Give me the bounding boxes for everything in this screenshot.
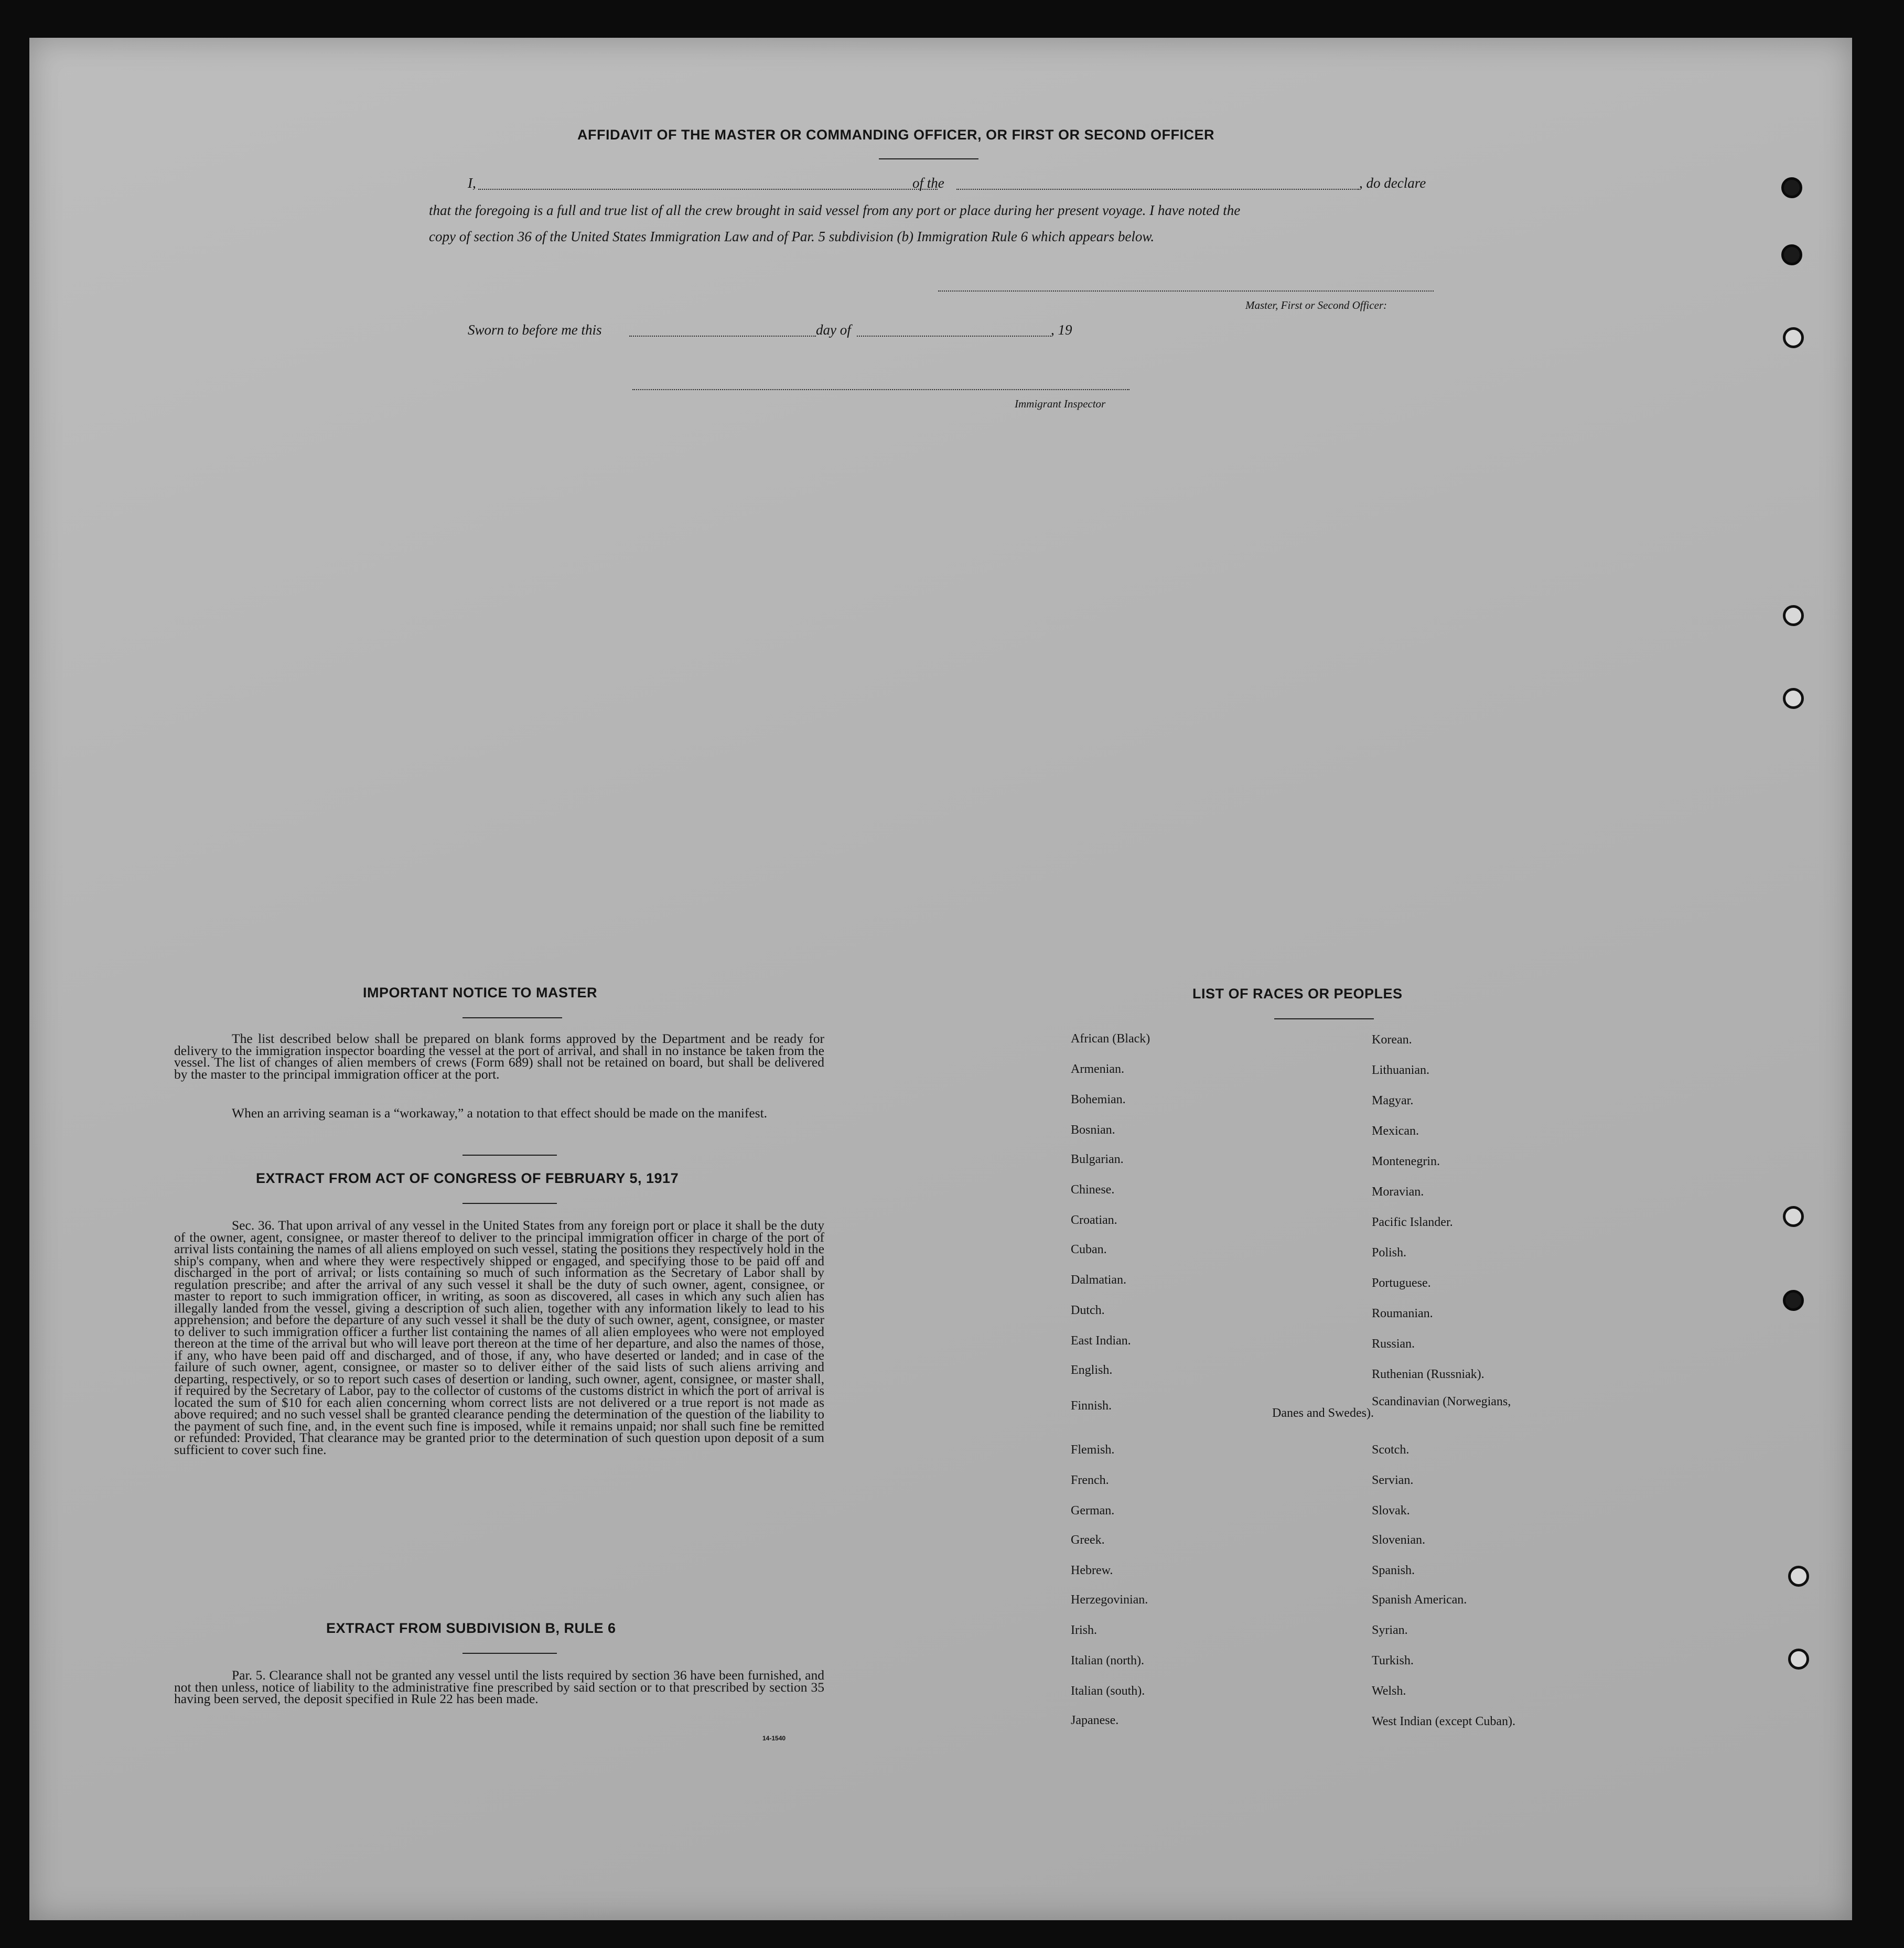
race-list-item: Welsh. [1372, 1684, 1406, 1698]
race-list-item: Italian (south). [1071, 1684, 1145, 1698]
race-list-item: German. [1071, 1504, 1115, 1517]
races-title: LIST OF RACES OR PEOPLES [1192, 986, 1403, 1002]
document-sheet [29, 38, 1852, 1920]
punch-hole [1783, 605, 1804, 626]
sworn-month-blank[interactable] [857, 336, 1051, 337]
race-list-item: Ruthenian (Russniak). [1372, 1368, 1485, 1381]
race-list-item: Moravian. [1372, 1185, 1424, 1199]
race-list-item: Croatian. [1071, 1213, 1117, 1227]
race-list-item: Pacific Islander. [1372, 1215, 1453, 1229]
race-list-item: Bosnian. [1071, 1123, 1115, 1137]
race-list-item: Slovak. [1372, 1504, 1410, 1517]
race-list-item: Turkish. [1372, 1654, 1414, 1667]
master-signature-label: Master, First or Second Officer: [1245, 299, 1387, 311]
race-list-item: Magyar. [1372, 1094, 1414, 1107]
rule-title-rule [462, 1653, 557, 1654]
race-list-item: Armenian. [1071, 1062, 1124, 1076]
punch-hole [1781, 177, 1802, 198]
race-list-item: West Indian (except Cuban). [1372, 1715, 1515, 1728]
race-list-item: Japanese. [1071, 1714, 1119, 1727]
inspector-signature-line[interactable] [632, 389, 1130, 390]
race-list-item: Irish. [1071, 1623, 1097, 1637]
race-list-item: Polish. [1372, 1246, 1407, 1260]
race-list-item: Greek. [1071, 1533, 1105, 1547]
race-list-item: Bulgarian. [1071, 1153, 1124, 1166]
act-top-rule [462, 1155, 557, 1156]
race-list-item: Korean. [1372, 1033, 1412, 1047]
affidavit-title-rule [879, 158, 978, 159]
race-list-item: Lithuanian. [1372, 1063, 1429, 1077]
races-title-rule [1274, 1018, 1374, 1019]
race-list-item: Scotch. [1372, 1443, 1410, 1457]
punch-hole [1783, 1206, 1804, 1227]
punch-hole [1783, 1290, 1804, 1311]
notice-title: IMPORTANT NOTICE TO MASTER [363, 985, 597, 1000]
punch-hole [1788, 1649, 1809, 1670]
race-list-item: Portuguese. [1372, 1276, 1431, 1290]
race-list-item: Italian (north). [1071, 1654, 1144, 1667]
rule-text: Par. 5. Clearance shall not be granted any vessel until the lists required by section 36 have been furnished, and not then unless, notice of liability to the administrative fine prescribed by said section or to that prescribed by section 35 having been served, the deposit specified in Rule 22 has been made. [174, 1667, 824, 1706]
race-list-item: Slovenian. [1372, 1533, 1425, 1547]
affidavit-line1-i: I, [468, 175, 476, 191]
race-list-item: Cuban. [1071, 1243, 1107, 1256]
affidavit-title: AFFIDAVIT OF THE MASTER OR COMMANDING OFFICER, OR FIRST OR SECOND OFFICER [577, 127, 1214, 143]
race-list-item: Finnish. [1071, 1399, 1112, 1413]
sworn-day-blank[interactable] [629, 336, 816, 337]
race-list-item: Bohemian. [1071, 1093, 1126, 1106]
master-name-blank[interactable] [478, 189, 938, 190]
form-number: 14-1540 [762, 1735, 786, 1742]
inspector-label: Immigrant Inspector [1015, 397, 1106, 410]
notice-para2: When an arriving seaman is a “workaway,” a notation to that effect should be made on the manifest. [232, 1105, 768, 1121]
race-list-item: Chinese. [1071, 1183, 1115, 1197]
notice-para1: The list described below shall be prepared on blank forms approved by the Department and be ready for delivery to the immigration inspector boarding the vessel at the port of arrival, and shall in no instance be taken from the vessel. The list of changes of alien members of crews (Form 689) shall not be retained on board, but shall be delivered by the master to the principal immigration officer at the port. [174, 1031, 824, 1082]
race-list-item: Servian. [1372, 1473, 1414, 1487]
notice-title-rule [462, 1017, 562, 1018]
race-list-item: Russian. [1372, 1337, 1415, 1351]
race-list-item: Montenegrin. [1372, 1155, 1440, 1168]
race-scandinavian-line2: Danes and Swedes). [1272, 1406, 1374, 1420]
race-list-item: African (Black) [1071, 1032, 1150, 1046]
affidavit-line1-declare: , do declare [1359, 175, 1426, 191]
race-list-item: Scandinavian (Norwegians, [1372, 1395, 1511, 1408]
race-list-item: Mexican. [1372, 1124, 1419, 1138]
race-list-item: Flemish. [1071, 1443, 1115, 1457]
punch-hole [1783, 327, 1804, 348]
race-list-item: Spanish American. [1372, 1593, 1467, 1607]
race-list-item: East Indian. [1071, 1334, 1131, 1348]
punch-hole [1781, 244, 1802, 265]
act-title: EXTRACT FROM ACT OF CONGRESS OF FEBRUARY 5, 1917 [256, 1170, 679, 1186]
master-signature-line[interactable] [938, 290, 1434, 292]
act-text: Sec. 36. That upon arrival of any vessel in the United States from any foreign port or place it shall be the duty of the owner, agent, consignee, or master thereof to deliver to the principal immigration officer in charge of the port of arrival lists containing the names of all aliens employed on such vessel, stating the positions they respectively hold in the ship's company, when and where they were respectively shipped or engaged, and specifying those to be paid off and discharged in the port of arrival; or lists containing so much of such information as the Secretary of Labor shall by regulation prescribe; and after the arrival of any such vessel it shall be the duty of such owner, agent, consignee, or master to report to such immigration officer, in writing, as soon as discovered, all cases in which any such alien has illegally landed from the vessel, giving a description of such alien, together with any information likely to lead to his apprehension; and before the departure of any such vessel it shall be the duty of such owner, agent, consignee, or master to deliver to such immigration officer a further list containing the names of all alien employees who were not employed thereon at the time of the arrival but who will leave port thereon at the time of her departure, and also the names of those, if any, who have been paid off and discharged, and of those, if any, who have deserted or landed; and in case of the failure of such owner, agent, consignee, or master so to deliver either of the said lists of such aliens arriving and departing, respectively, or so to report such cases of desertion or landing, such owner, agent, consignee, or master shall, if required by the Secretary of Labor, pay to the collector of customs of the customs district in which the port of arrival is located the sum of $10 for each alien concerning whom correct lists are not delivered or a true report is not made as above required; and no such vessel shall be granted clearance pending the determination of the question of the liability to the payment of such fine, and, in the event such fine is imposed, while it remains unpaid; nor shall such fine be remitted or refunded: Provided, That clearance may be granted prior to the determination of such question upon deposit of a sum sufficient to cover such fine. [174, 1218, 824, 1457]
race-list-item: Dalmatian. [1071, 1273, 1126, 1287]
race-list-item: Herzegovinian. [1071, 1593, 1148, 1607]
punch-hole [1783, 688, 1804, 709]
sworn-label: Sworn to before me this [468, 322, 602, 338]
rule-title: EXTRACT FROM SUBDIVISION B, RULE 6 [326, 1620, 616, 1636]
act-title-rule [462, 1203, 557, 1204]
affidavit-line1-of-the: of the [912, 175, 944, 191]
affidavit-line3: copy of section 36 of the United States Immigration Law and of Par. 5 subdivision (b) Immigration Rule 6 which appears below. [429, 229, 1155, 244]
race-list-item: Roumanian. [1372, 1307, 1433, 1320]
race-list-item: Syrian. [1372, 1623, 1408, 1637]
race-list-item: Hebrew. [1071, 1564, 1113, 1577]
race-list-item: English. [1071, 1363, 1113, 1377]
punch-hole [1788, 1566, 1809, 1587]
race-list-item: Dutch. [1071, 1304, 1105, 1317]
race-list-item: French. [1071, 1473, 1109, 1487]
day-of-label: day of [816, 322, 851, 338]
vessel-name-blank[interactable] [956, 189, 1359, 190]
affidavit-line2: that the foregoing is a full and true list of all the crew brought in said vessel from any port or place during her present voyage. I have noted the [429, 202, 1241, 218]
year-prefix-label: , 19 [1051, 322, 1072, 338]
race-list-item: Spanish. [1372, 1564, 1415, 1577]
